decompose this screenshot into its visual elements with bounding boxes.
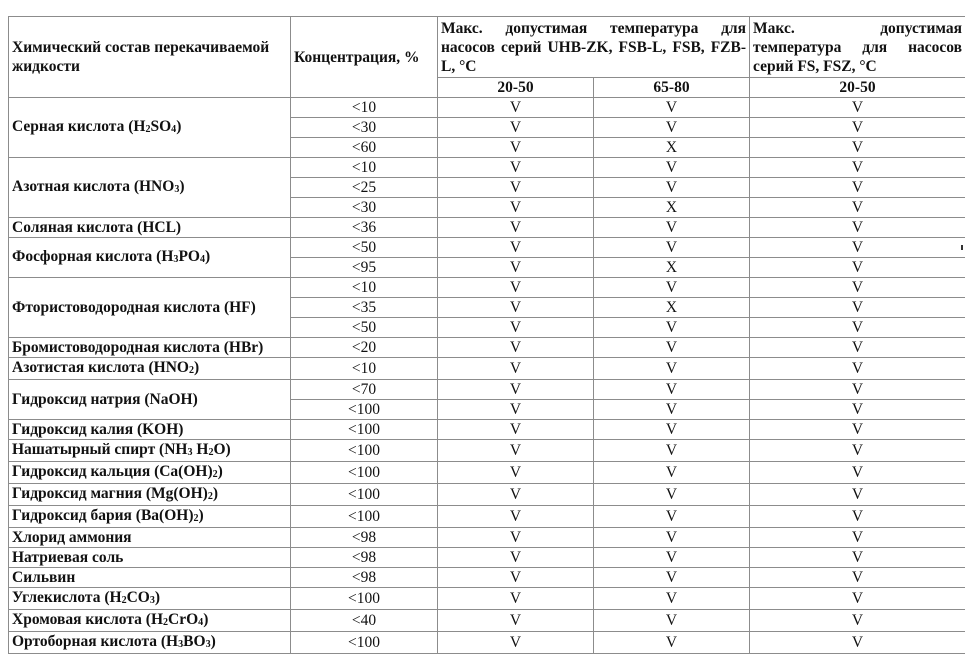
table-row — [9, 506, 965, 528]
mark-fs-20-50: V — [750, 400, 965, 420]
chemical-name: Азотистая кислота $(HNO_2)$ — [9, 358, 291, 380]
mark-fs-20-50: V — [750, 484, 965, 506]
header-group-fs: Макс. допустимая температура для насосов серий FS, FSZ, °C — [750, 17, 965, 78]
concentration-cell: <35 — [291, 298, 438, 318]
mark-uhb-20-50: V — [438, 238, 594, 258]
table-row — [9, 338, 965, 358]
chemical-name: Гидроксид калия (KOH) — [9, 420, 291, 440]
concentration-cell: <10 — [291, 158, 438, 178]
table-row — [9, 632, 965, 654]
header-group-uhb: Макс. допустимая температура для насосов серий UHB-ZK, FSB-L, FSB, FZB-L, °C — [438, 17, 750, 78]
mark-fs-20-50: V — [750, 138, 965, 158]
mark-uhb-20-50: V — [438, 568, 594, 588]
mark-uhb-65-80: V — [594, 588, 750, 610]
mark-uhb-65-80: V — [594, 440, 750, 462]
chemical-name: Гидроксид натрия (NaOH) — [9, 380, 291, 420]
mark-uhb-20-50: V — [438, 462, 594, 484]
chemical-name: Фтористоводородная кислота (HF) — [9, 278, 291, 338]
table-row — [9, 158, 965, 178]
mark-fs-20-50: V — [750, 338, 965, 358]
mark-fs-20-50: V — [750, 588, 965, 610]
table-row — [9, 278, 965, 298]
concentration-cell: <98 — [291, 568, 438, 588]
chemical-name: Хромовая кислота $(H_2CrO_4)$ — [9, 610, 291, 632]
mark-uhb-65-80: V — [594, 218, 750, 238]
concentration-cell: <30 — [291, 118, 438, 138]
mark-fs-20-50: V — [750, 610, 965, 632]
mark-fs-20-50: V — [750, 258, 965, 278]
mark-uhb-65-80: V — [594, 484, 750, 506]
concentration-cell: <100 — [291, 420, 438, 440]
chemical-name: Азотная кислота $(HNO_3)$ — [9, 158, 291, 218]
mark-uhb-20-50: V — [438, 484, 594, 506]
mark-fs-20-50: V — [750, 548, 965, 568]
table-row — [9, 218, 965, 238]
table-body — [9, 98, 965, 654]
chemical-name: Натриевая соль — [9, 548, 291, 568]
concentration-cell: <70 — [291, 380, 438, 400]
chemical-name: Бромистоводородная кислота (HBr) — [9, 338, 291, 358]
mark-uhb-65-80: X — [594, 258, 750, 278]
mark-uhb-20-50: V — [438, 278, 594, 298]
mark-fs-20-50: V — [750, 238, 965, 258]
table-row — [9, 238, 965, 258]
mark-fs-20-50: V — [750, 198, 965, 218]
concentration-cell: <10 — [291, 278, 438, 298]
mark-uhb-20-50: V — [438, 138, 594, 158]
chemical-name: Фосфорная кислота $(H_3PO_4)$ — [9, 238, 291, 278]
mark-uhb-65-80: V — [594, 548, 750, 568]
table-row — [9, 380, 965, 400]
mark-fs-20-50: V — [750, 632, 965, 654]
mark-fs-20-50: V — [750, 358, 965, 380]
table-row — [9, 98, 965, 118]
mark-uhb-65-80: X — [594, 298, 750, 318]
mark-uhb-20-50: V — [438, 118, 594, 138]
mark-uhb-65-80: X — [594, 198, 750, 218]
concentration-cell: <100 — [291, 400, 438, 420]
mark-uhb-20-50: V — [438, 178, 594, 198]
concentration-cell: <95 — [291, 258, 438, 278]
chemical-name: Соляная кислота (HCL) — [9, 218, 291, 238]
concentration-cell: <100 — [291, 462, 438, 484]
concentration-cell: <25 — [291, 178, 438, 198]
chemical-name: Гидроксид магния $(Mg(OH)_2)$ — [9, 484, 291, 506]
mark-fs-20-50: V — [750, 318, 965, 338]
mark-uhb-65-80: V — [594, 420, 750, 440]
table-row — [9, 588, 965, 610]
mark-fs-20-50: V — [750, 568, 965, 588]
concentration-cell: <100 — [291, 632, 438, 654]
table-row — [9, 548, 965, 568]
mark-uhb-65-80: V — [594, 238, 750, 258]
table-row — [9, 484, 965, 506]
concentration-cell: <40 — [291, 610, 438, 632]
mark-uhb-20-50: V — [438, 420, 594, 440]
mark-fs-20-50: V — [750, 420, 965, 440]
chemical-name: Гидроксид бария $(Ba(OH)_2)$ — [9, 506, 291, 528]
mark-uhb-20-50: V — [438, 506, 594, 528]
mark-fs-20-50: V — [750, 528, 965, 548]
header-row-main — [9, 17, 965, 78]
mark-uhb-20-50: V — [438, 218, 594, 238]
mark-uhb-65-80: V — [594, 506, 750, 528]
mark-fs-20-50: V — [750, 98, 965, 118]
mark-fs-20-50: V — [750, 440, 965, 462]
mark-uhb-65-80: V — [594, 338, 750, 358]
mark-uhb-20-50: V — [438, 380, 594, 400]
mark-uhb-65-80: V — [594, 318, 750, 338]
mark-fs-20-50: V — [750, 158, 965, 178]
concentration-cell: <100 — [291, 440, 438, 462]
concentration-cell: <50 — [291, 318, 438, 338]
mark-uhb-20-50: V — [438, 528, 594, 548]
mark-uhb-65-80: V — [594, 528, 750, 548]
concentration-cell: <50 — [291, 238, 438, 258]
concentration-cell: <30 — [291, 198, 438, 218]
concentration-cell: <100 — [291, 484, 438, 506]
mark-fs-20-50: V — [750, 178, 965, 198]
mark-fs-20-50: V — [750, 462, 965, 484]
concentration-cell: <100 — [291, 588, 438, 610]
mark-uhb-20-50: V — [438, 400, 594, 420]
mark-uhb-65-80: V — [594, 158, 750, 178]
chemical-name: Ортоборная кислота $(H_3BO_3)$ — [9, 632, 291, 654]
chemical-compatibility-table — [8, 16, 965, 654]
mark-uhb-20-50: V — [438, 158, 594, 178]
mark-uhb-65-80: V — [594, 358, 750, 380]
mark-uhb-65-80: V — [594, 380, 750, 400]
mark-fs-20-50: V — [750, 380, 965, 400]
table-row — [9, 528, 965, 548]
mark-uhb-20-50: V — [438, 258, 594, 278]
concentration-cell: <36 — [291, 218, 438, 238]
mark-fs-20-50: V — [750, 298, 965, 318]
concentration-cell: <98 — [291, 548, 438, 568]
mark-fs-20-50: V — [750, 278, 965, 298]
mark-uhb-65-80: V — [594, 568, 750, 588]
table-row — [9, 420, 965, 440]
mark-uhb-65-80: V — [594, 400, 750, 420]
mark-uhb-20-50: V — [438, 358, 594, 380]
table-header — [9, 17, 965, 98]
mark-uhb-65-80: V — [594, 632, 750, 654]
table-row — [9, 440, 965, 462]
concentration-cell: <98 — [291, 528, 438, 548]
table-row — [9, 462, 965, 484]
mark-uhb-65-80: V — [594, 462, 750, 484]
mark-uhb-20-50: V — [438, 318, 594, 338]
concentration-cell: <20 — [291, 338, 438, 358]
mark-uhb-65-80: V — [594, 118, 750, 138]
mark-uhb-65-80: X — [594, 138, 750, 158]
mark-uhb-20-50: V — [438, 98, 594, 118]
concentration-cell: <10 — [291, 98, 438, 118]
mark-fs-20-50: V — [750, 506, 965, 528]
mark-fs-20-50: V — [750, 118, 965, 138]
mark-uhb-20-50: V — [438, 338, 594, 358]
stray-mark — [961, 245, 963, 250]
mark-uhb-20-50: V — [438, 610, 594, 632]
concentration-cell: <60 — [291, 138, 438, 158]
mark-uhb-65-80: V — [594, 278, 750, 298]
table-row — [9, 358, 965, 380]
mark-uhb-20-50: V — [438, 440, 594, 462]
mark-uhb-65-80: V — [594, 178, 750, 198]
mark-uhb-20-50: V — [438, 298, 594, 318]
chemical-name: Серная кислота $(H_2SO_4)$ — [9, 98, 291, 158]
header-chemical: Химический состав перекачиваемой жидкости — [9, 17, 291, 98]
chemical-name: Нашатырный спирт ($NH_3$ $H_2O$) — [9, 440, 291, 462]
mark-fs-20-50: V — [750, 218, 965, 238]
table-row — [9, 568, 965, 588]
header-concentration: Концентрация, % — [291, 17, 438, 98]
table-row — [9, 610, 965, 632]
header-temp-fs: 20-50 — [750, 78, 965, 98]
chemical-name: Хлорид аммония — [9, 528, 291, 548]
mark-uhb-20-50: V — [438, 548, 594, 568]
chemical-name: Гидроксид кальция $(Ca(OH)_2)$ — [9, 462, 291, 484]
concentration-cell: <100 — [291, 506, 438, 528]
header-temp-uhb-low: 20-50 — [438, 78, 594, 98]
mark-uhb-65-80: V — [594, 610, 750, 632]
header-temp-uhb-high: 65-80 — [594, 78, 750, 98]
chemical-name: Углекислота $(H_2CO_3)$ — [9, 588, 291, 610]
chemical-name: Сильвин — [9, 568, 291, 588]
mark-uhb-65-80: V — [594, 98, 750, 118]
mark-uhb-20-50: V — [438, 632, 594, 654]
mark-uhb-20-50: V — [438, 588, 594, 610]
concentration-cell: <10 — [291, 358, 438, 380]
mark-uhb-20-50: V — [438, 198, 594, 218]
